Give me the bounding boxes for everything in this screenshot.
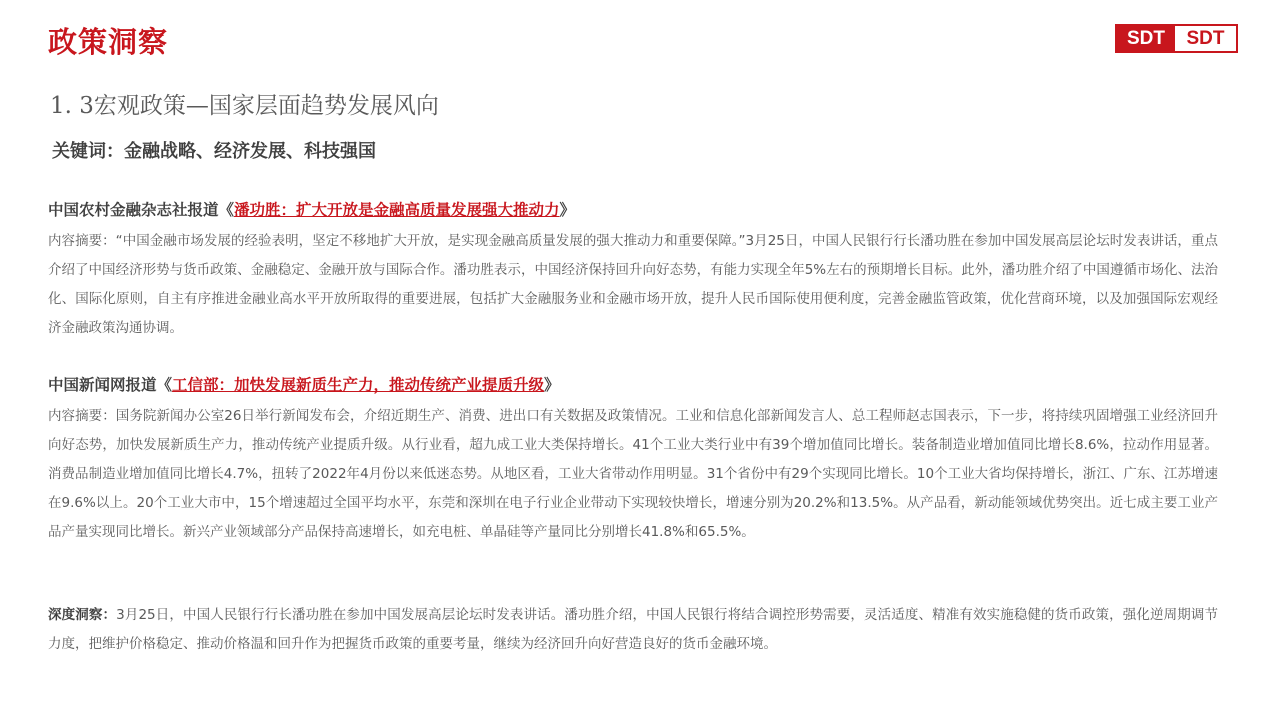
close-quote: 》 bbox=[544, 376, 560, 394]
logo-right-text: SDT bbox=[1175, 26, 1236, 51]
logo-left-text: SDT bbox=[1117, 26, 1175, 51]
article-card bbox=[48, 197, 1218, 343]
article-card bbox=[48, 372, 1218, 547]
insight-text: 3月25日，中国人民银行行长潘功胜在参加中国发展高层论坛时发表讲话。潘功胜介绍，中国人民银行将结合调控形势需要，灵活适度、精准有效实施稳健的货币政策，强化逆周期调节力度，把维护价格稳定、推动价格温和回升作为把握货币政策的重要考量，继续为经济回升向好营造良好的货币金融环境。 bbox=[48, 607, 1219, 652]
open-quote: 《 bbox=[218, 201, 235, 219]
section-heading: 1. 3宏观政策—国家层面趋势发展风向 bbox=[50, 93, 439, 119]
deep-insight bbox=[48, 601, 1218, 659]
article-headline bbox=[48, 197, 1218, 223]
article-title-link[interactable]: 潘功胜：扩大开放是金融高质量发展强大推动力 bbox=[234, 201, 560, 219]
article-headline bbox=[48, 372, 1218, 398]
sdt-logo bbox=[1115, 24, 1238, 53]
article-title-link[interactable]: 工信部：加快发展新质生产力，推动传统产业提质升级 bbox=[172, 376, 545, 394]
insight-label: 深度洞察： bbox=[48, 607, 117, 623]
article-source: 中国新闻网报道 bbox=[48, 376, 157, 394]
close-quote: 》 bbox=[559, 201, 576, 219]
page-title: 政策洞察 bbox=[48, 25, 169, 59]
article-summary: 内容摘要：“中国金融市场发展的经验表明，坚定不移地扩大开放，是实现金融高质量发展的强大推动力和重要保障。”3月25日，中国人民银行行长潘功胜在参加中国发展高层论坛时发表讲话，重点介绍了中国经济形势与货币政策、金融稳定、金融开放与国际合作。潘功胜表示，中国经济保持回升向好态势，有能力实现全年5%左右的预期增长目标。此外，潘功胜介绍了中国遵循市场化、法治化、国际化原则，自主有序推进金融业高水平开放所取得的重要进展，包括扩大金融服务业和金融市场开放，提升人民币国际使用便利度，完善金融监管政策，优化营商环境，以及加强国际宏观经济金融政策沟通协调。 bbox=[48, 233, 1218, 336]
article-summary: 内容摘要：国务院新闻办公室26日举行新闻发布会，介绍近期生产、消费、进出口有关数据及政策情况。工业和信息化部新闻发言人、总工程师赵志国表示，下一步，将持续巩固增强工业经济回升向好态势，加快发展新质生产力，推动传统产业提质升级。从行业看，超九成工业大类保持增长。41个工业大类行业中有39个增加值同比增长。装备制造业增加值同比增长8.6%，拉动作用显著。消费品制造业增加值同比增长4.7%，扭转了2022年4月份以来低迷态势。从地区看，工业大省带动作用明显。31个省份中有29个实现同比增长。10个工业大省均保持增长，浙江、广东、江苏增速在9.6%以上。20个工业大市中，15个增速超过全国平均水平，东莞和深圳在电子行业企业带动下实现较快增长，增速分别为20.2%和13.5%。从产品看，新动能领域优势突出。近七成主要工业产品产量实现同比增长。新兴产业领域部分产品保持高速增长，如充电桩、单晶硅等产量同比分别增长41.8%和65.5%。 bbox=[48, 408, 1218, 540]
open-quote: 《 bbox=[156, 376, 173, 394]
article-source: 中国农村金融杂志社报道 bbox=[48, 201, 219, 219]
keywords-line: 关键词：金融战略、经济发展、科技强国 bbox=[52, 141, 376, 162]
